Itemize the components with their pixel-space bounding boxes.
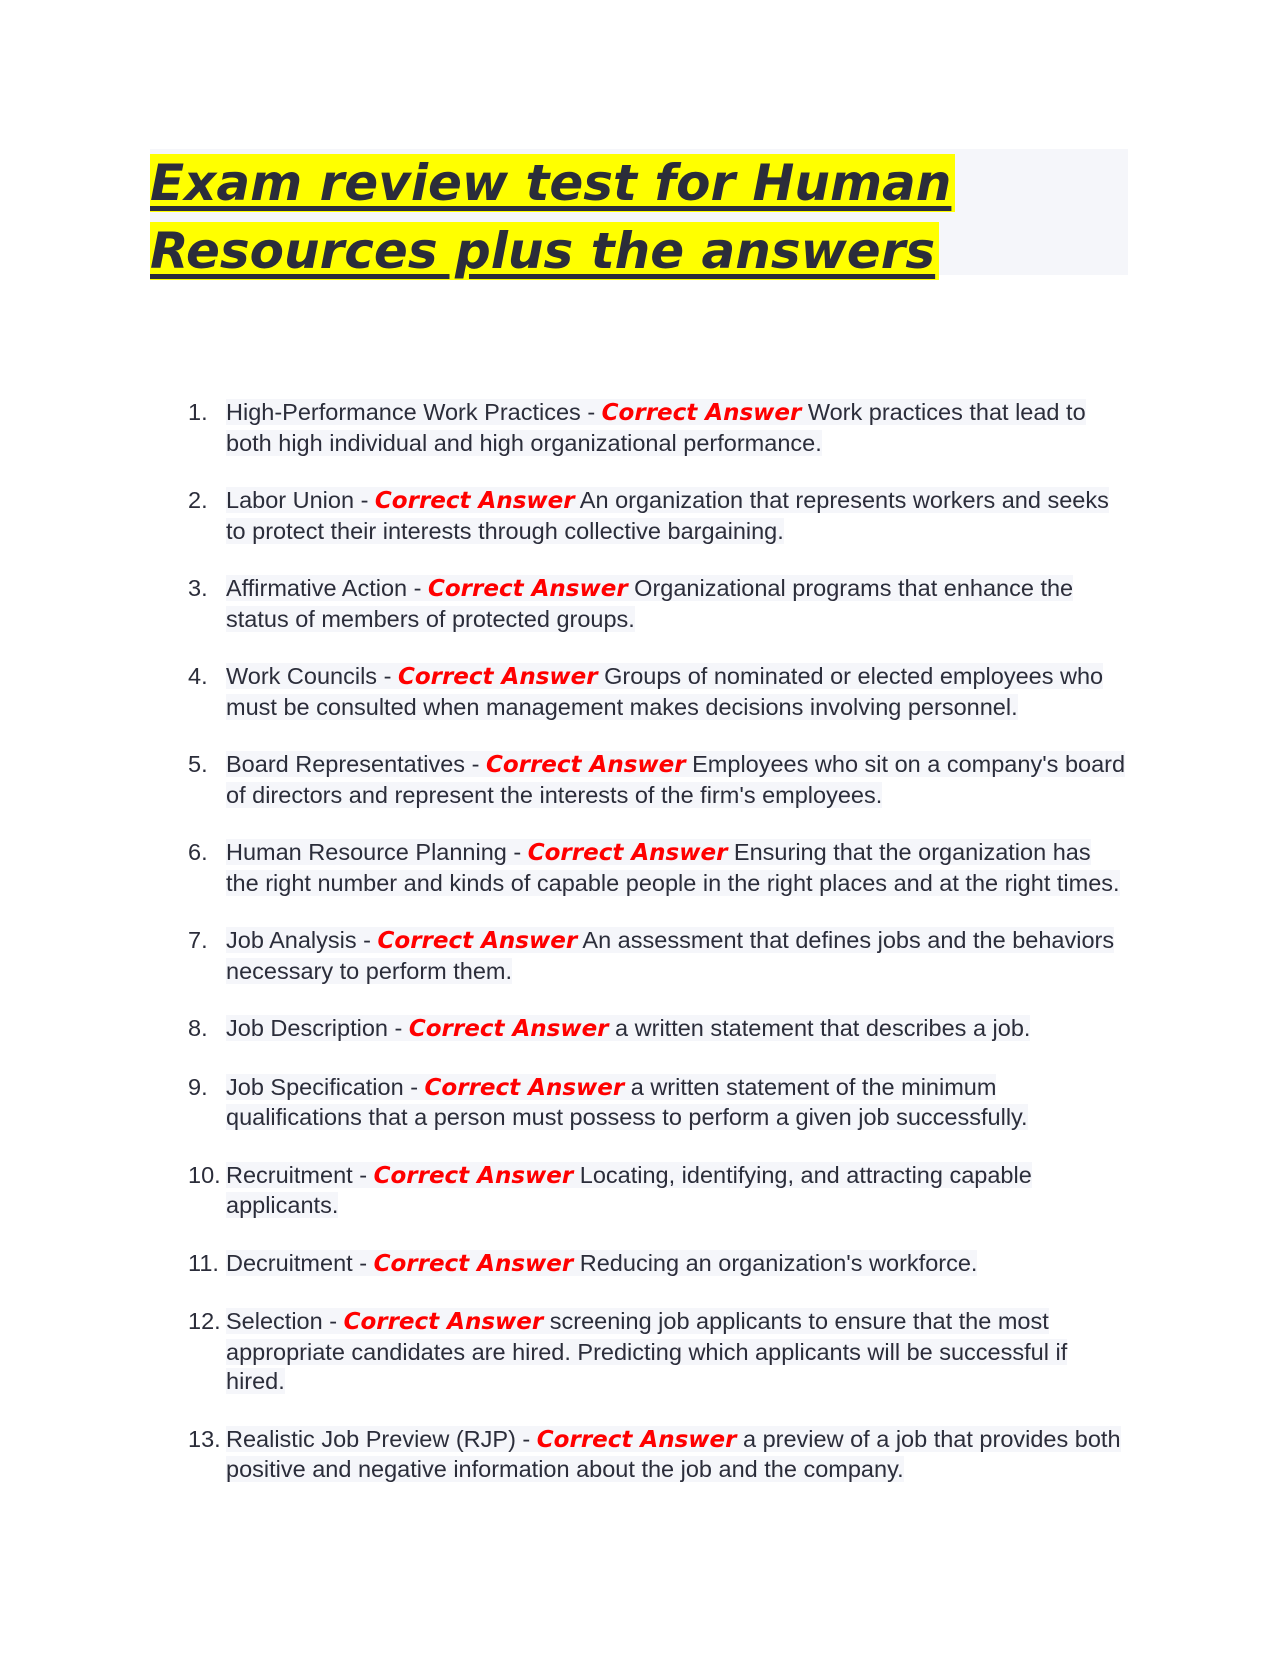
item-text [226,1250,977,1276]
item-number: 3. [188,575,208,601]
item-number: 8. [188,1015,208,1041]
item-text [226,1162,1032,1219]
item-text [226,1426,1121,1483]
item-definition: Ensuring that the organization has the right number and kinds of capable people in the right places and at the right times. [226,839,1120,896]
item-definition: An assessment that defines jobs and the behaviors necessary to perform them. [226,927,1115,984]
item-number: 10. [188,1161,221,1188]
list-item [188,1307,1128,1397]
item-definition: Locating, identifying, and attracting capable applicants. [226,1161,1032,1218]
item-text [226,839,1120,896]
document-title [150,149,1128,285]
item-definition: a written statement that describes a job. [608,1015,1031,1041]
correct-answer-label: Correct Answer [527,840,728,866]
item-term: Job Specification - [226,1073,425,1100]
correct-answer-label: Correct Answer [397,664,598,690]
list-item [188,1073,1128,1133]
list-item [188,574,1128,634]
list-item [188,1014,1128,1045]
item-term: Job Description - [226,1015,409,1041]
item-term: Labor Union - [226,487,375,513]
correct-answer-label: Correct Answer [424,1074,625,1101]
item-text [226,927,1114,984]
item-definition: Employees who sit on a company's board of directors and represent the interests of the firm's employees. [226,751,1126,808]
item-number: 5. [188,751,208,777]
item-definition: screening job applicants to ensure that the most appropriate candidates are hired. Predicting which applicants will be successful if hired. [226,1308,1068,1394]
correct-answer-label: Correct Answer [343,1309,544,1335]
item-text [226,1015,1030,1041]
item-definition: Groups of nominated or elected employees who must be consulted when management makes decisions involving personnel. [226,663,1104,720]
correct-answer-label: Correct Answer [428,576,628,602]
item-number: 7. [188,927,208,953]
correct-answer-label: Correct Answer [373,1250,574,1277]
list-item [188,398,1128,458]
item-term: Decruitment - [226,1249,374,1276]
title-block [150,149,1128,280]
item-number: 11. [188,1249,219,1276]
item-definition: Reducing an organization's workforce. [573,1249,978,1276]
item-number: 4. [188,663,208,689]
correct-answer-label: Correct Answer [377,928,578,954]
item-definition: Organizational programs that enhance the status of members of protected groups. [226,575,1074,632]
item-term: Work Councils - [226,663,398,689]
correct-answer-label: Correct Answer [373,1162,574,1189]
item-definition: Work practices that lead to both high individual and high organizational performance. [226,399,1086,456]
item-definition: An organization that represents workers and seeks to protect their interests through collective bargaining. [226,487,1109,544]
item-term: Recruitment - [226,1161,374,1188]
item-term: Job Analysis - [226,927,378,953]
correct-answer-label: Correct Answer [485,752,686,778]
item-text [226,575,1073,632]
item-term: Board Representatives - [226,751,486,777]
item-definition: a preview of a job that provides both positive and negative information about the job and the company. [226,1425,1121,1482]
title-line-2: Resources plus the answers [150,222,939,280]
item-number: 9. [188,1073,208,1100]
title-line-1: Exam review test for Human [150,154,955,212]
item-text [226,663,1103,720]
item-number: 12. [188,1308,221,1334]
list-item [188,1425,1128,1485]
item-term: Realistic Job Preview (RJP) - [226,1425,537,1452]
item-text [226,399,1086,456]
correct-answer-label: Correct Answer [536,1426,737,1453]
item-text [226,751,1125,808]
item-term: Human Resource Planning - [226,839,528,865]
list-item [188,838,1128,898]
item-number: 13. [188,1425,221,1452]
list-item [188,486,1128,546]
item-definition: a written statement of the minimum qualifications that a person must possess to perform a given job successfully. [226,1073,1028,1130]
list-item [188,662,1128,722]
correct-answer-label: Correct Answer [374,488,575,514]
item-term: Selection - [226,1308,344,1334]
item-text [226,487,1109,544]
item-term: High-Performance Work Practices - [226,399,602,425]
list-item [188,1249,1128,1280]
list-item [188,926,1128,986]
list-item [188,1161,1128,1221]
item-number: 1. [188,399,208,425]
item-text [226,1074,1028,1131]
correct-answer-label: Correct Answer [408,1016,609,1042]
item-text [226,1308,1067,1394]
item-number: 2. [188,487,208,513]
list-item [188,750,1128,810]
item-term: Affirmative Action - [226,575,428,601]
qa-list [188,398,1128,1513]
correct-answer-label: Correct Answer [601,400,802,426]
item-number: 6. [188,839,208,865]
